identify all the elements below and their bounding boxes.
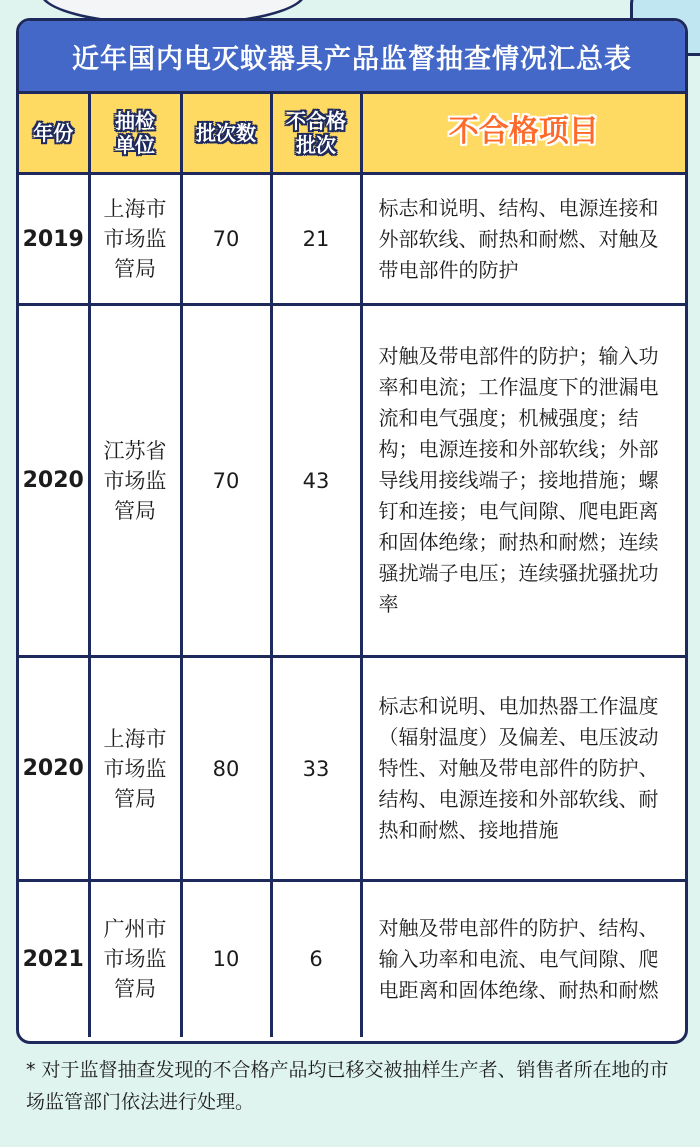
header-items: 不合格项目 [361,94,685,174]
cell-batches: 70 [181,174,271,305]
table-title: 近年国内电灭蚊器具产品监督抽查情况汇总表 [19,21,685,94]
cell-items: 标志和说明、结构、电源连接和外部软线、耐热和耐燃、对触及带电部件的防护 [361,174,685,305]
table-row [19,174,685,305]
cell-year: 2020 [19,305,89,657]
table-row [19,881,685,1037]
cell-failed: 33 [271,657,361,881]
cell-failed: 6 [271,881,361,1037]
cell-year: 2021 [19,881,89,1037]
header-year: 年份 [19,94,89,174]
footnote: * 对于监督抽查发现的不合格产品均已移交被抽样生产者、销售者所在地的市场监管部门依法进行处理。 [26,1059,669,1113]
cell-items: 对触及带电部件的防护；输入功率和电流；工作温度下的泄漏电流和电气强度；机械强度；结构；电源连接和外部软线；外部导线用接线端子；接地措施；螺钉和连接；电气间隙、爬电距离和固体绝缘；耐热和耐燃；连续骚扰端子电压；连续骚扰骚扰功率 [361,305,685,657]
cell-unit: 江苏省 市场监 管局 [89,305,181,657]
table-header-row [19,94,685,174]
table-row [19,657,685,881]
cell-batches: 80 [181,657,271,881]
cell-failed: 43 [271,305,361,657]
header-unit: 抽检 单位 [89,94,181,174]
cell-unit: 上海市 市场监 管局 [89,174,181,305]
cell-failed: 21 [271,174,361,305]
cell-year: 2019 [19,174,89,305]
cell-unit: 上海市 市场监 管局 [89,657,181,881]
cell-items: 标志和说明、电加热器工作温度（辐射温度）及偏差、电压波动特性、对触及带电部件的防护、结构、电源连接和外部软线、耐热和耐燃、接地措施 [361,657,685,881]
cell-items: 对触及带电部件的防护、结构、输入功率和电流、电气间隙、爬电距离和固体绝缘、耐热和耐燃 [361,881,685,1037]
summary-table-card [16,18,688,1044]
header-batches: 批次数 [181,94,271,174]
cell-batches: 70 [181,305,271,657]
cell-unit: 广州市 市场监 管局 [89,881,181,1037]
cell-year: 2020 [19,657,89,881]
header-failed: 不合格 批次 [271,94,361,174]
inspection-table [19,94,685,1037]
table-row [19,305,685,657]
cell-batches: 10 [181,881,271,1037]
